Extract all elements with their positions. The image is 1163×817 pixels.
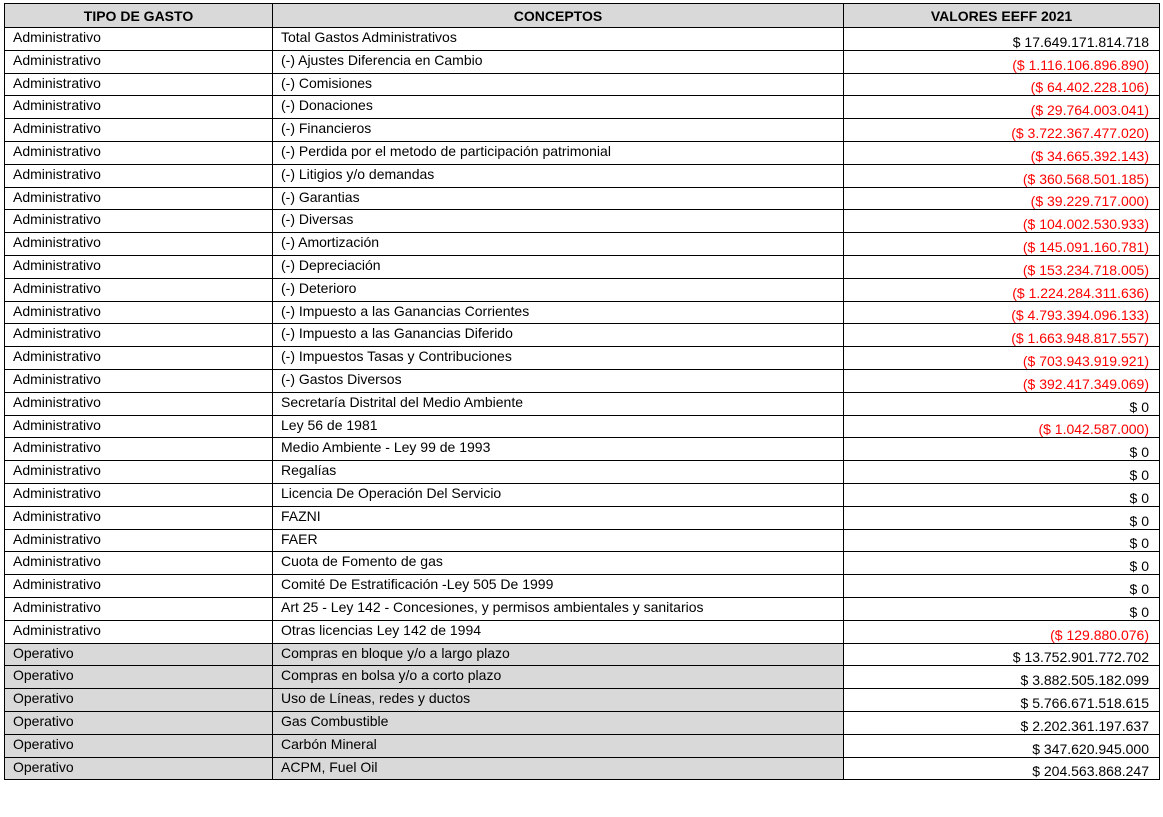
cell-tipo-de-gasto: Administrativo [5,28,273,51]
cell-valor: $ 0 [844,461,1160,484]
cell-valor: ($ 34.665.392.143) [844,141,1160,164]
table-row [5,689,1160,712]
cell-tipo-de-gasto: Administrativo [5,552,273,575]
table-row [5,119,1160,142]
table-row [5,643,1160,666]
cell-concepto: Cuota de Fomento de gas [273,552,844,575]
header-row [5,4,1160,28]
cell-valor: $ 0 [844,506,1160,529]
cell-concepto: (-) Financieros [273,119,844,142]
cell-valor: $ 0 [844,552,1160,575]
table-body [5,28,1160,780]
cell-tipo-de-gasto: Administrativo [5,324,273,347]
table-row [5,347,1160,370]
cell-concepto: (-) Donaciones [273,96,844,119]
table-row [5,483,1160,506]
cell-tipo-de-gasto: Administrativo [5,620,273,643]
cell-concepto: (-) Garantias [273,187,844,210]
cell-valor: ($ 1.116.106.896.890) [844,50,1160,73]
cell-concepto: Regalías [273,461,844,484]
cell-concepto: Comité De Estratificación -Ley 505 De 1999 [273,575,844,598]
cell-tipo-de-gasto: Administrativo [5,187,273,210]
cell-tipo-de-gasto: Operativo [5,666,273,689]
cell-valor: $ 0 [844,575,1160,598]
table-row [5,666,1160,689]
cell-valor: ($ 1.663.948.817.557) [844,324,1160,347]
cell-concepto: (-) Perdida por el metodo de participación patrimonial [273,141,844,164]
cell-tipo-de-gasto: Administrativo [5,301,273,324]
table-row [5,164,1160,187]
table-row [5,28,1160,51]
cell-valor: ($ 703.943.919.921) [844,347,1160,370]
cell-valor: ($ 1.042.587.000) [844,415,1160,438]
cell-valor: $ 0 [844,392,1160,415]
header-tipo-de-gasto: TIPO DE GASTO [5,4,273,28]
table-row [5,369,1160,392]
cell-concepto: (-) Deterioro [273,278,844,301]
cell-valor: $ 5.766.671.518.615 [844,689,1160,712]
cell-valor: ($ 145.091.160.781) [844,233,1160,256]
cell-valor: ($ 4.793.394.096.133) [844,301,1160,324]
table-row [5,552,1160,575]
expenses-table [4,3,1160,780]
cell-tipo-de-gasto: Administrativo [5,119,273,142]
cell-tipo-de-gasto: Administrativo [5,461,273,484]
cell-tipo-de-gasto: Administrativo [5,255,273,278]
cell-tipo-de-gasto: Administrativo [5,164,273,187]
cell-valor: ($ 153.234.718.005) [844,255,1160,278]
cell-tipo-de-gasto: Administrativo [5,438,273,461]
table-row [5,757,1160,780]
table-row [5,620,1160,643]
cell-valor: $ 0 [844,529,1160,552]
cell-concepto: Gas Combustible [273,711,844,734]
cell-concepto: (-) Ajustes Diferencia en Cambio [273,50,844,73]
cell-valor: $ 0 [844,438,1160,461]
table-row [5,187,1160,210]
cell-concepto: (-) Impuestos Tasas y Contribuciones [273,347,844,370]
cell-tipo-de-gasto: Administrativo [5,278,273,301]
cell-valor: $ 2.202.361.197.637 [844,711,1160,734]
cell-concepto: (-) Amortización [273,233,844,256]
cell-concepto: Secretaría Distrital del Medio Ambiente [273,392,844,415]
cell-valor: ($ 104.002.530.933) [844,210,1160,233]
cell-valor: ($ 360.568.501.185) [844,164,1160,187]
table-row [5,301,1160,324]
cell-concepto: Ley 56 de 1981 [273,415,844,438]
cell-tipo-de-gasto: Administrativo [5,141,273,164]
header-valores: VALORES EEFF 2021 [844,4,1160,28]
cell-concepto: Licencia De Operación Del Servicio [273,483,844,506]
cell-tipo-de-gasto: Operativo [5,643,273,666]
cell-tipo-de-gasto: Operativo [5,734,273,757]
table-row [5,392,1160,415]
cell-valor: ($ 3.722.367.477.020) [844,119,1160,142]
cell-valor: $ 347.620.945.000 [844,734,1160,757]
cell-tipo-de-gasto: Administrativo [5,392,273,415]
cell-valor: $ 0 [844,483,1160,506]
cell-tipo-de-gasto: Administrativo [5,233,273,256]
cell-concepto: Medio Ambiente - Ley 99 de 1993 [273,438,844,461]
table-row [5,575,1160,598]
cell-concepto: Compras en bloque y/o a largo plazo [273,643,844,666]
cell-tipo-de-gasto: Administrativo [5,96,273,119]
cell-valor: $ 13.752.901.772.702 [844,643,1160,666]
cell-valor: $ 204.563.868.247 [844,757,1160,780]
cell-concepto: FAER [273,529,844,552]
table-row [5,73,1160,96]
cell-tipo-de-gasto: Operativo [5,711,273,734]
table-row [5,96,1160,119]
table-row [5,324,1160,347]
table-row [5,461,1160,484]
cell-valor: ($ 1.224.284.311.636) [844,278,1160,301]
cell-valor: $ 3.882.505.182.099 [844,666,1160,689]
table-row [5,529,1160,552]
cell-tipo-de-gasto: Administrativo [5,415,273,438]
cell-concepto: (-) Diversas [273,210,844,233]
cell-tipo-de-gasto: Administrativo [5,369,273,392]
cell-concepto: (-) Litigios y/o demandas [273,164,844,187]
table-row [5,711,1160,734]
cell-concepto: Otras licencias Ley 142 de 1994 [273,620,844,643]
cell-tipo-de-gasto: Administrativo [5,483,273,506]
cell-tipo-de-gasto: Administrativo [5,597,273,620]
cell-tipo-de-gasto: Administrativo [5,210,273,233]
cell-valor: ($ 392.417.349.069) [844,369,1160,392]
cell-valor: ($ 64.402.228.106) [844,73,1160,96]
cell-concepto: (-) Gastos Diversos [273,369,844,392]
table-row [5,210,1160,233]
cell-valor: ($ 39.229.717.000) [844,187,1160,210]
table-row [5,415,1160,438]
cell-concepto: (-) Depreciación [273,255,844,278]
table-row [5,50,1160,73]
cell-valor: $ 17.649.171.814.718 [844,28,1160,51]
cell-tipo-de-gasto: Administrativo [5,73,273,96]
table-header [5,4,1160,28]
cell-concepto: FAZNI [273,506,844,529]
table-row [5,734,1160,757]
cell-tipo-de-gasto: Administrativo [5,506,273,529]
cell-valor: $ 0 [844,597,1160,620]
cell-concepto: ACPM, Fuel Oil [273,757,844,780]
table-row [5,233,1160,256]
table-row [5,141,1160,164]
header-conceptos: CONCEPTOS [273,4,844,28]
cell-tipo-de-gasto: Administrativo [5,347,273,370]
cell-tipo-de-gasto: Administrativo [5,50,273,73]
table-row [5,438,1160,461]
cell-valor: ($ 129.880.076) [844,620,1160,643]
cell-tipo-de-gasto: Operativo [5,689,273,712]
cell-concepto: Total Gastos Administrativos [273,28,844,51]
cell-concepto: (-) Comisiones [273,73,844,96]
cell-valor: ($ 29.764.003.041) [844,96,1160,119]
cell-tipo-de-gasto: Administrativo [5,529,273,552]
cell-concepto: Art 25 - Ley 142 - Concesiones, y permisos ambientales y sanitarios [273,597,844,620]
cell-tipo-de-gasto: Administrativo [5,575,273,598]
cell-concepto: (-) Impuesto a las Ganancias Diferido [273,324,844,347]
cell-concepto: Carbón Mineral [273,734,844,757]
cell-concepto: (-) Impuesto a las Ganancias Corrientes [273,301,844,324]
table-row [5,506,1160,529]
cell-tipo-de-gasto: Operativo [5,757,273,780]
table-row [5,597,1160,620]
table-row [5,255,1160,278]
cell-concepto: Compras en bolsa y/o a corto plazo [273,666,844,689]
table-row [5,278,1160,301]
cell-concepto: Uso de Líneas, redes y ductos [273,689,844,712]
